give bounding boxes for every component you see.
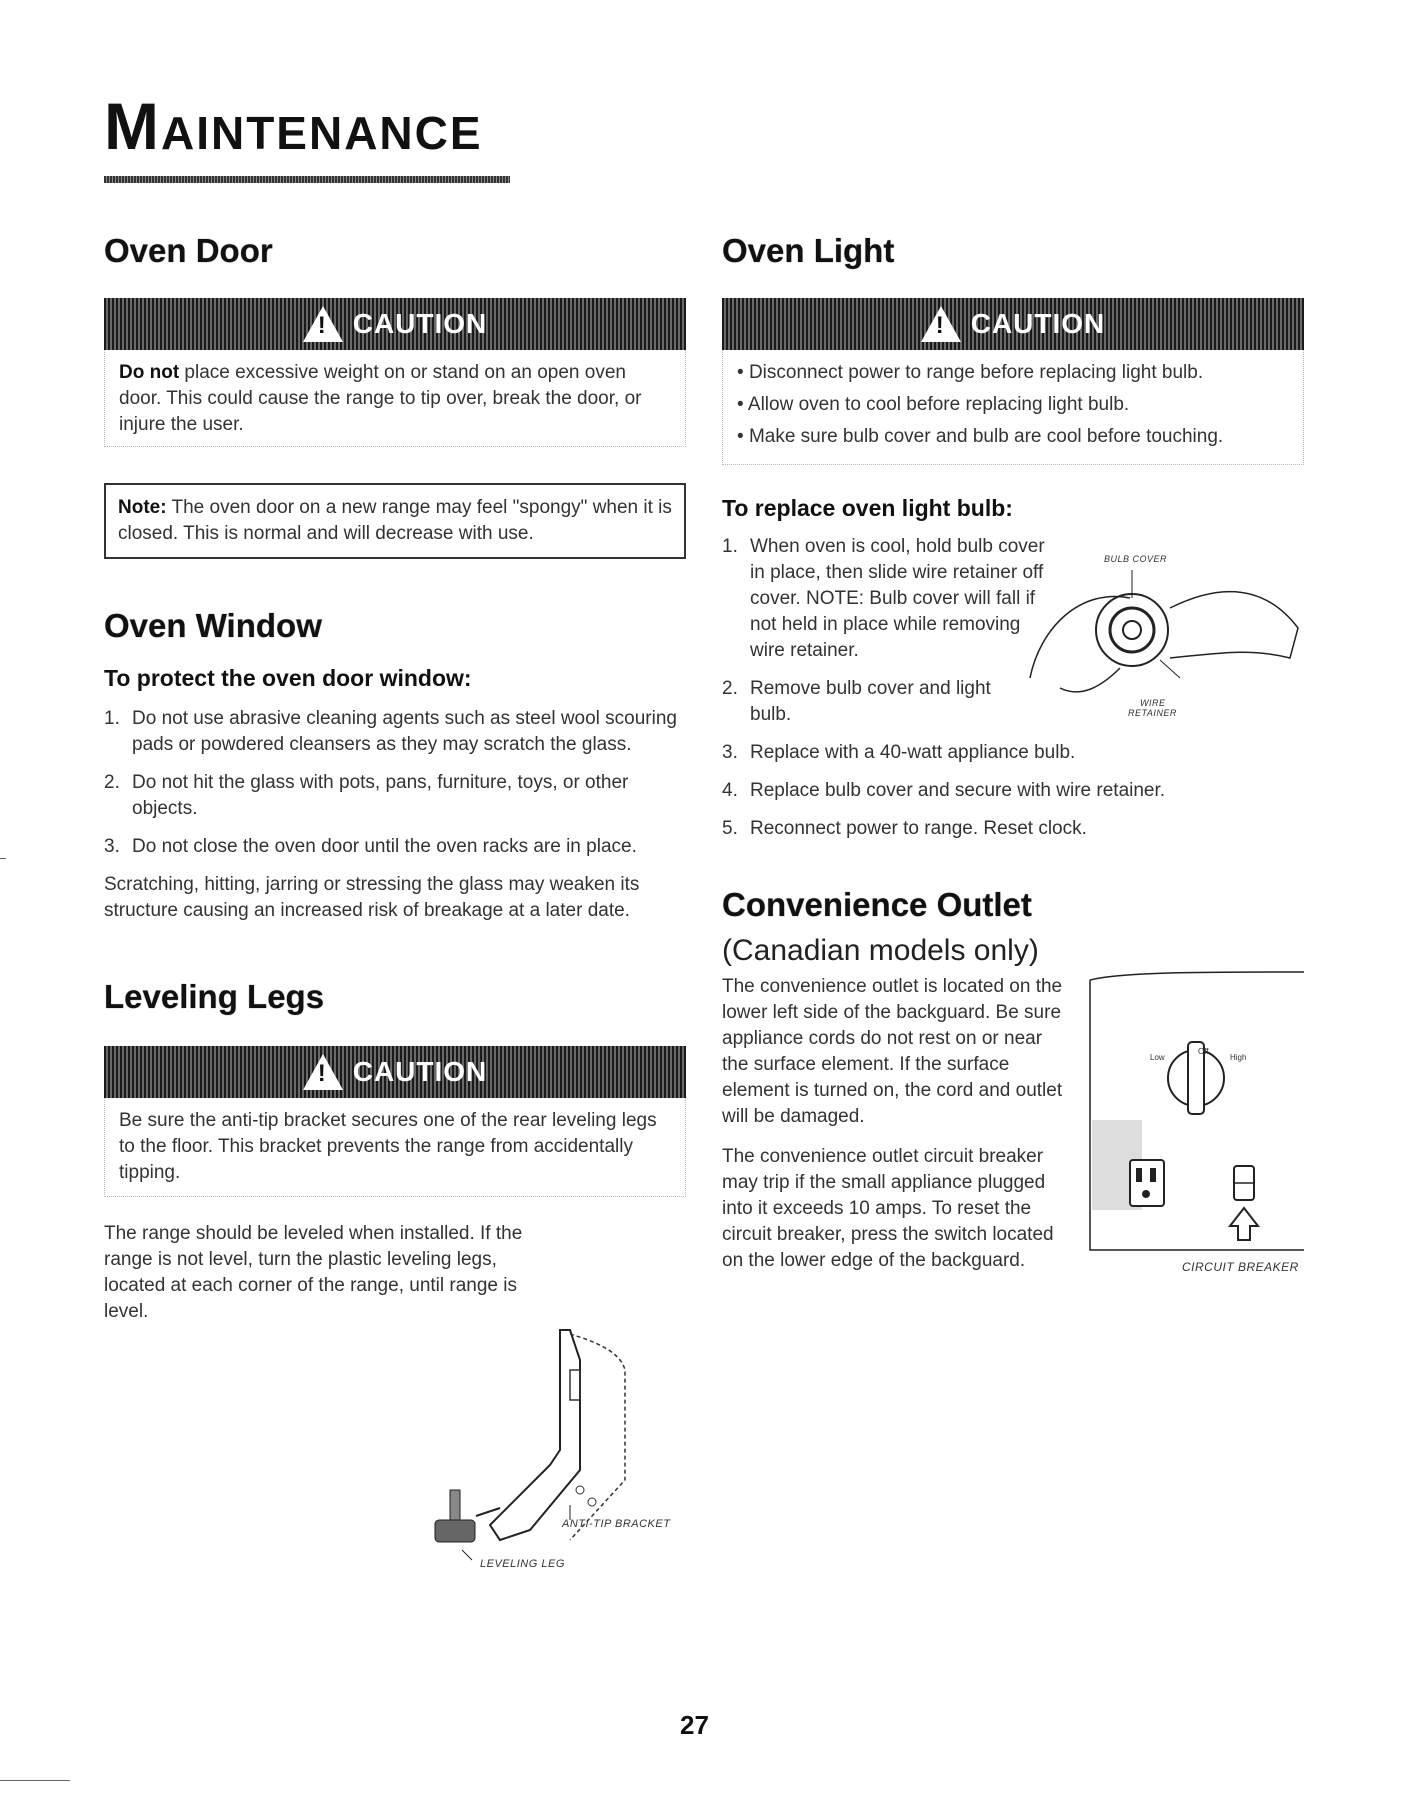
caution-item-text: Make sure bulb cover and bulb are cool before touching. [748, 426, 1224, 447]
oven-window-subheading: To protect the oven door window: [104, 665, 472, 691]
convenience-outlet-para1: The convenience outlet is located on the lower left side of the backguard. Be sure appliance cords do not rest on or near the surface element. If the surface element is turned on, the cord and outlet will be damaged. [722, 976, 1063, 1127]
page-number: 27 [680, 1710, 709, 1740]
oven-window-heading: Oven Window [104, 607, 322, 644]
list-number: 3. [722, 742, 738, 763]
convenience-outlet-para2: The convenience outlet circuit breaker may trip if the small appliance plugged into it exceeds 10 amps. To reset the circuit breaker, press the switch located on the lower edge of the backguard. [722, 1146, 1054, 1271]
circuit-breaker-label: CIRCUIT BREAKER [1182, 1260, 1299, 1274]
page-title [104, 88, 483, 164]
bulb-cover-label: BULB COVER [1104, 554, 1168, 564]
leveling-legs-body: The range should be leveled when installed. If the range is not level, turn the plastic leveling legs, located at each corner of the range, until range is level. [104, 1223, 523, 1322]
list-number: 2. [722, 678, 738, 699]
retainer-label: RETAINER [1128, 708, 1177, 718]
bulb-cover-diagram [1020, 568, 1310, 708]
list-item [104, 770, 686, 822]
list-item [722, 740, 1304, 766]
caution-item: • Make sure bulb cover and bulb are cool before touching. [737, 426, 1224, 447]
circuit-breaker-diagram [1080, 970, 1304, 1260]
note-text: The oven door on a new range may feel "spongy" when it is closed. This is normal and will decrease with use. [118, 497, 672, 544]
caution-label: CAUTION [352, 308, 488, 339]
list-number: 1. [104, 708, 120, 729]
oven-door-heading: Oven Door [104, 232, 273, 269]
knob-low-label: Low [1150, 1053, 1165, 1062]
caution-label: CAUTION [970, 308, 1106, 339]
note-label: Note: [118, 497, 167, 518]
caution-emphasis: Do not [119, 362, 180, 383]
caution-item: • Disconnect power to range before replacing light bulb. [737, 362, 1204, 383]
knob-off-label: Off [1198, 1047, 1209, 1056]
list-text: Replace bulb cover and secure with wire retainer. [750, 780, 1166, 801]
page-title-rest: AINTENANCE [160, 107, 483, 159]
list-text: Remove bulb cover and light bulb. [750, 678, 991, 725]
list-text: Replace with a 40-watt appliance bulb. [750, 742, 1076, 763]
warning-triangle-icon: ! [303, 306, 343, 342]
convenience-outlet-subtitle: (Canadian models only) [722, 934, 1039, 967]
warning-triangle-icon: ! [921, 306, 961, 342]
leveling-legs-caution [104, 1046, 686, 1197]
wire-label: WIRE [1140, 698, 1166, 708]
list-item [722, 534, 1047, 664]
caution-bar [722, 298, 1304, 350]
caution-bar [104, 298, 686, 350]
leveling-leg-label: LEVELING LEG [480, 1558, 565, 1570]
oven-light-caution [722, 298, 1304, 465]
list-item [722, 778, 1304, 804]
list-number: 3. [104, 836, 120, 857]
oven-light-heading: Oven Light [722, 232, 895, 269]
list-item [722, 816, 1304, 842]
list-item [104, 834, 686, 860]
oven-door-caution [104, 298, 686, 447]
leveling-legs-heading: Leveling Legs [104, 978, 325, 1015]
crop-mark [0, 858, 6, 859]
caution-text: Be sure the anti-tip bracket secures one of the rear leveling legs to the floor. This bracket prevents the range from accidentally tipping. [119, 1110, 657, 1183]
list-number: 2. [104, 772, 120, 793]
list-item [722, 676, 1022, 728]
anti-tip-bracket-label: ANTI-TIP BRACKET [562, 1518, 671, 1530]
caution-item-text: Allow oven to cool before replacing light bulb. [747, 394, 1130, 415]
list-text: Do not use abrasive cleaning agents such as steel wool scouring pads or powdered cleansers as they may scratch the glass. [132, 708, 677, 755]
caution-body [104, 350, 686, 447]
crop-mark [0, 1780, 70, 1781]
knob-high-label: High [1230, 1053, 1247, 1062]
caution-body [722, 350, 1304, 465]
list-text: Do not hit the glass with pots, pans, furniture, toys, or other objects. [132, 772, 629, 819]
oven-window-list [104, 706, 686, 860]
list-item [104, 706, 686, 758]
list-text: When oven is cool, hold bulb cover in place, then slide wire retainer off cover. NOTE: Bulb cover will fall if not held in place while removing wire retainer. [750, 536, 1045, 661]
anti-tip-bracket-diagram [420, 1320, 680, 1570]
title-rule [104, 176, 510, 183]
oven-window-closing: Scratching, hitting, jarring or stressing the glass may weaken its structure causing an increased risk of breakage at a later date. [104, 874, 640, 921]
list-text: Reconnect power to range. Reset clock. [750, 818, 1087, 839]
caution-item-text: Disconnect power to range before replacing light bulb. [748, 362, 1204, 383]
warning-triangle-icon: ! [303, 1054, 343, 1090]
caution-label: CAUTION [352, 1056, 488, 1087]
page-title-initial: M [104, 89, 161, 163]
note-box [104, 483, 686, 559]
caution-body [104, 1098, 686, 1197]
caution-item: • Allow oven to cool before replacing light bulb. [737, 394, 1130, 415]
list-number: 1. [722, 536, 738, 557]
oven-light-subheading: To replace oven light bulb: [722, 495, 1013, 521]
left-column [104, 232, 686, 1325]
caution-bar [104, 1046, 686, 1098]
list-number: 4. [722, 780, 738, 801]
list-text: Do not close the oven door until the oven racks are in place. [132, 836, 637, 857]
caution-text: place excessive weight on or stand on an open oven door. This could cause the range to tip over, break the door, or injure the user. [119, 362, 642, 435]
list-number: 5. [722, 818, 738, 839]
convenience-outlet-heading: Convenience Outlet [722, 886, 1032, 923]
